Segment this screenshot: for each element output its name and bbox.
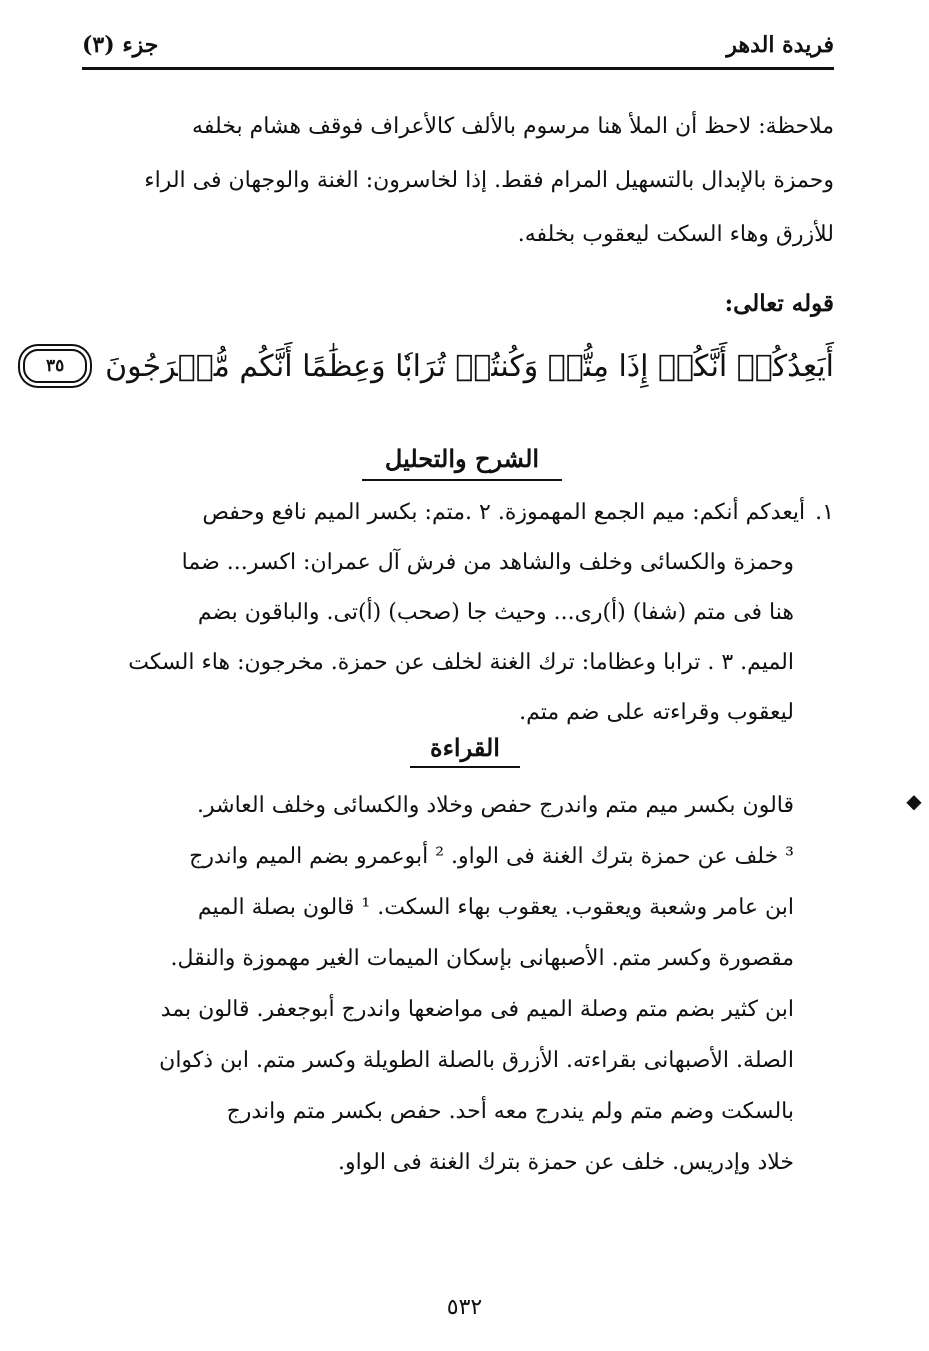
qiraa-line: مقصورة وكسر متم. الأصبهانى بإسكان الميمات الغير مهموزة والنقل. (170, 946, 794, 971)
running-header (82, 28, 834, 64)
verse-number-marker (23, 349, 87, 383)
qiraa-line: ابن كثير بضم متم وصلة الميم فى مواضعها واندرج أبوجعفر. قالون بمد (160, 997, 794, 1022)
header-rule (82, 67, 834, 70)
note-line: للأزرق وهاء السكت ليعقوب بخلفه. (517, 222, 834, 247)
sharh-line: الميم. ٣ . ترابا وعظاما: ترك الغنة لخلف عن حمزة. مخرجون: هاء السكت (128, 650, 794, 675)
bullet-glyph: ◆ (906, 789, 922, 813)
qiraa-line: الصلة. الأصبهانى بقراءته. الأزرق بالصلة الطويلة وكسر متم. ابن ذكوان (159, 1048, 794, 1073)
note-line: وحمزة بالإبدال بالتسهيل المرام فقط. إذا لخاسرون: الغنة والوجهان فى الراء (144, 168, 834, 193)
diamond-bullet-icon (899, 789, 929, 813)
item-number: ١. (815, 500, 834, 525)
sharh-line: هنا فى متم (شفا) (أ)رى... وحيث جا (صحب) (أ)تى. والباقون بضم (197, 600, 794, 625)
page-number: ٥٣٢ (446, 1295, 483, 1320)
verse-label: قوله تعالى: (724, 290, 834, 317)
sharh-paragraph (82, 488, 834, 738)
book-title: فريدة الدهر (726, 32, 834, 58)
sharh-line: ليعقوب وقراءته على ضم متم. (519, 700, 794, 725)
sharh-line: وحمزة والكسائى وخلف والشاهد من فرش آل عمران: اكسر... ضما (181, 550, 794, 575)
section-title-sharh: الشرح والتحليل (362, 444, 562, 481)
qiraa-line: ³ خلف عن حمزة بترك الغنة فى الواو. ² أبوعمرو بضم الميم واندرج (189, 844, 794, 869)
qiraa-line: بالسكت وضم متم ولم يندرج معه أحد. حفص بكسر متم واندرج (226, 1099, 794, 1124)
qiraa-paragraph (82, 780, 834, 1188)
note-line: ملاحظة: لاحظ أن الملأ هنا مرسوم بالألف كالأعراف فوقف هشام بخلفه (192, 114, 834, 139)
note-paragraph (82, 100, 834, 262)
sharh-line (82, 488, 834, 538)
section-title-qiraa: القراءة (410, 733, 520, 768)
qiraa-line: خلاد وإدريس. خلف عن حمزة بترك الغنة فى الواو. (338, 1150, 794, 1175)
sharh-line-text: أيعدكم أنكم: ميم الجمع المهموزة. ٢ .متم: بكسر الميم نافع وحفص (202, 500, 806, 525)
verse-text: أَيَعِدُكُمۡ أَنَّكُمۡ إِذَا مِتُّمۡ وَكُنتُمۡ تُرَابٗا وَعِظَٰمًا أَنَّكُم مُّخۡرَجُونَ (105, 348, 834, 384)
qiraa-line: قالون بكسر ميم متم واندرج حفص وخلاد والكسائى وخلف العاشر. (197, 793, 794, 818)
quran-verse (45, 340, 834, 392)
verse-number: ٣٥ (45, 356, 65, 376)
part-label: جزء (٣) (82, 32, 159, 58)
qiraa-line: ابن عامر وشعبة ويعقوب. يعقوب بهاء السكت. ¹ قالون بصلة الميم (197, 895, 794, 920)
